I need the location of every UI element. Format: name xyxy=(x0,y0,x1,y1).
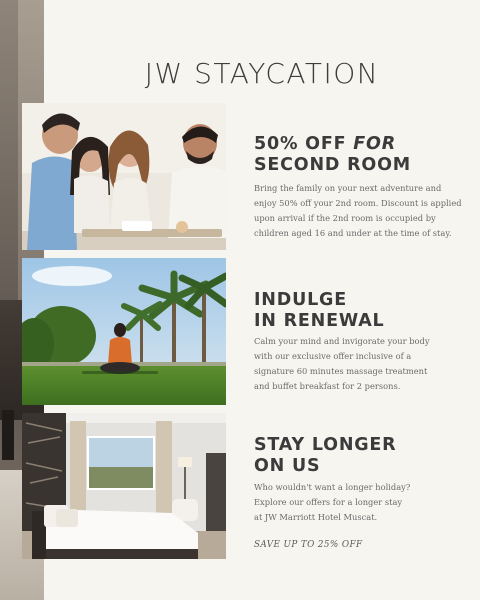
offer-1-heading-italic: FOR xyxy=(353,134,396,154)
offer-1-heading-line2: SECOND ROOM xyxy=(254,155,411,175)
family-photo xyxy=(22,103,226,250)
offer-2-heading xyxy=(254,290,470,332)
offer-1-line-2: enjoy 50% off your 2nd room. Discount is applied xyxy=(254,198,462,208)
page-title: JW STAYCATION xyxy=(144,56,380,90)
offer-1-line-1: Bring the family on your next adventure and xyxy=(254,183,442,193)
offer-2-description xyxy=(254,334,466,394)
offer-3-line-1: Who wouldn't want a longer holiday? xyxy=(254,482,411,492)
offer-1-heading-prefix: 50% OFF xyxy=(254,134,354,154)
offer-1-line-4: children aged 16 and under at the time of stay. xyxy=(254,228,452,238)
offer-2-heading-line1: INDULGE xyxy=(254,290,347,310)
offer-3-heading xyxy=(254,435,470,477)
offer-1-description xyxy=(254,181,466,241)
offer-3-heading-line2: ON US xyxy=(254,456,321,476)
offer-2-line-4: and buffet breakfast for 2 persons. xyxy=(254,381,401,391)
offer-1-line-3: upon arrival if the 2nd room is occupied by xyxy=(254,213,436,223)
offer-2-line-3: signature 60 minutes massage treatment xyxy=(254,366,428,376)
offer-3-heading-line1: STAY LONGER xyxy=(254,435,397,455)
offer-1-heading xyxy=(254,134,470,176)
save-up-to-25-off-link[interactable]: SAVE UP TO 25% OFF xyxy=(254,540,363,550)
offer-1-heading-line1 xyxy=(254,134,470,155)
offer-2-heading-line2: IN RENEWAL xyxy=(254,311,385,331)
offer-3-description xyxy=(254,480,466,525)
offer-2-line-1: Calm your mind and invigorate your body xyxy=(254,336,430,346)
offer-3-line-3: at JW Marriott Hotel Muscat. xyxy=(254,512,378,522)
offer-2-line-2: with our exclusive offer inclusive of a xyxy=(254,351,412,361)
garden-yoga-photo xyxy=(22,258,226,405)
hotel-room-photo xyxy=(22,413,226,559)
strip-lamp-stand xyxy=(2,410,14,460)
offer-3-line-2: Explore our offers for a longer stay xyxy=(254,497,403,507)
